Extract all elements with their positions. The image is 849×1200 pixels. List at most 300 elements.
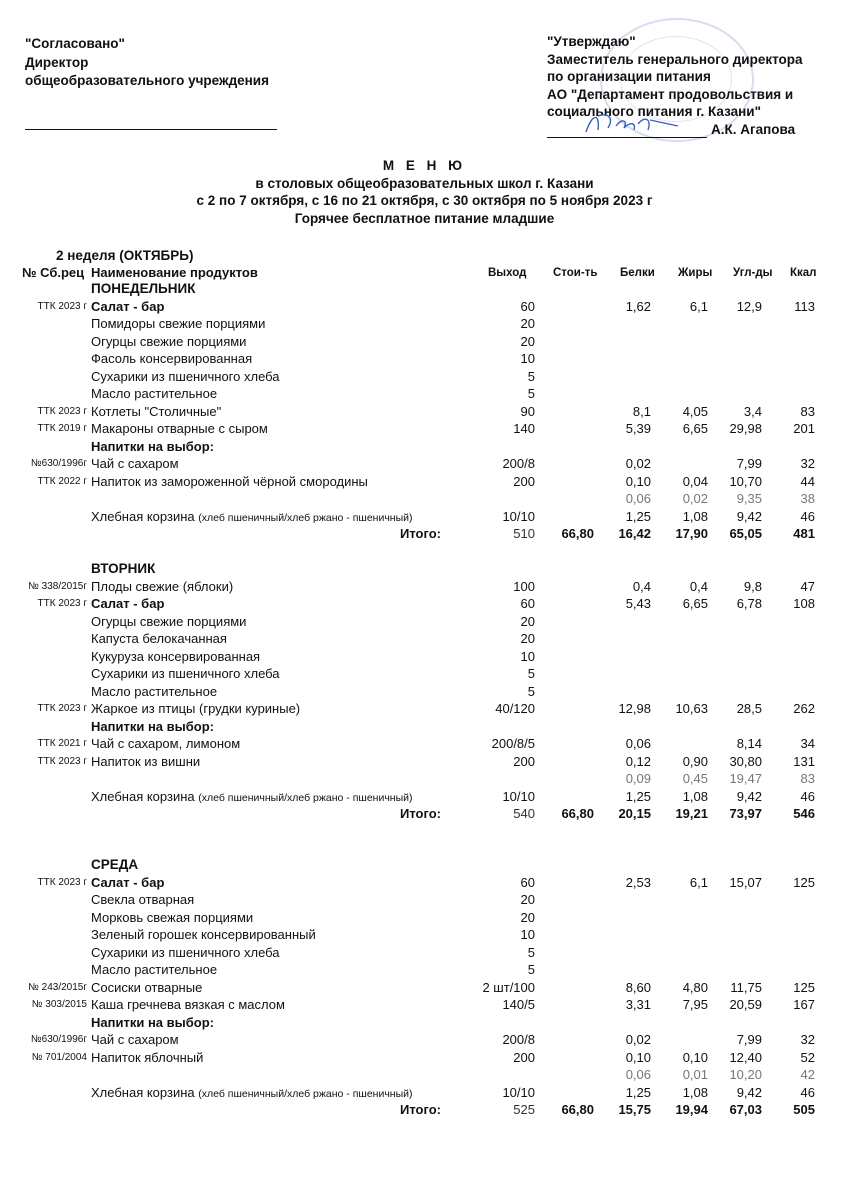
kcal-cell: 125 xyxy=(793,874,815,890)
product-name-text: Огурцы свежие порциями xyxy=(91,613,247,629)
kcal-cell: 32 xyxy=(800,456,815,471)
recipe-code: ТТК 2023 г xyxy=(37,405,87,417)
approval-block-left xyxy=(25,35,277,130)
kcal-cell: 201 xyxy=(793,421,815,436)
table-row xyxy=(0,386,849,404)
product-name-text: Напиток яблочный xyxy=(91,1049,204,1065)
approval-block-right xyxy=(547,33,803,138)
product-name xyxy=(91,910,253,925)
product-name-text: Сухарики из пшеничного хлеба xyxy=(91,666,280,681)
day-heading: СРЕДА xyxy=(91,857,139,872)
carbs-cell: 30,80 xyxy=(729,753,762,769)
fat-cell: 0,10 xyxy=(682,1049,708,1065)
fat-cell: 6,1 xyxy=(689,874,708,890)
table-row xyxy=(0,369,849,387)
product-name xyxy=(91,334,246,349)
total-carbs-cell: 67,03 xyxy=(729,1102,762,1117)
table-row xyxy=(0,509,849,527)
col-header-code: № Сб.рец xyxy=(22,265,85,280)
total-row xyxy=(0,806,849,824)
output-cell: 200/8 xyxy=(502,1032,535,1047)
kcal-cell: 83 xyxy=(800,771,815,786)
protein-cell: 2,53 xyxy=(625,874,651,890)
carbs-cell: 20,59 xyxy=(729,997,762,1012)
product-name-text: Каша гречнева вязкая с маслом xyxy=(91,997,285,1012)
output-cell: 5 xyxy=(527,944,535,960)
product-name xyxy=(91,369,280,384)
product-name-text: Фасоль консервированная xyxy=(91,351,253,366)
kcal-cell: 113 xyxy=(794,298,815,314)
carbs-cell: 9,42 xyxy=(736,508,762,524)
kcal-cell: 46 xyxy=(800,1084,815,1100)
fat-cell: 1,08 xyxy=(682,788,708,804)
protein-cell: 1,25 xyxy=(625,508,651,524)
kcal-cell: 46 xyxy=(800,508,815,524)
output-cell: 60 xyxy=(520,596,535,611)
table-row xyxy=(0,491,849,509)
output-cell: 60 xyxy=(520,298,535,314)
table-row xyxy=(0,927,849,945)
table-row xyxy=(0,754,849,772)
table-row xyxy=(0,299,849,317)
total-protein-cell: 15,75 xyxy=(618,1102,651,1117)
table-row xyxy=(0,316,849,334)
col-header-cost: Стои-ть xyxy=(553,267,598,279)
table-row xyxy=(0,474,849,492)
kcal-cell: 83 xyxy=(800,403,815,419)
subtitle-program: Горячее бесплатное питание младшие xyxy=(294,210,555,226)
kcal-cell: 42 xyxy=(800,1067,815,1082)
product-name xyxy=(91,666,280,681)
protein-cell: 0,09 xyxy=(625,771,651,786)
product-name-text: Макароны отварные с сыром xyxy=(91,421,268,436)
table-row xyxy=(0,1015,849,1033)
fat-cell: 7,95 xyxy=(682,997,708,1012)
total-protein-cell: 16,42 xyxy=(618,526,651,541)
recipe-code: №630/1996г xyxy=(30,1034,87,1045)
output-cell: 5 xyxy=(527,368,535,384)
output-cell: 5 xyxy=(527,666,535,681)
col-header-output: Выход xyxy=(488,267,527,279)
carbs-cell: 8,14 xyxy=(736,736,762,751)
product-name xyxy=(91,404,221,419)
table-row xyxy=(0,736,849,754)
protein-cell: 0,10 xyxy=(625,473,651,489)
output-cell: 2 шт/100 xyxy=(482,979,535,995)
product-name xyxy=(91,439,214,454)
output-cell: 100 xyxy=(513,578,535,594)
product-name-text: Морковь свежая порциями xyxy=(91,909,254,925)
kcal-cell: 32 xyxy=(800,1032,815,1047)
output-cell: 5 xyxy=(527,683,535,699)
product-name-text: Чай с сахаром xyxy=(91,456,179,471)
product-name xyxy=(91,980,202,995)
total-label: Итого: xyxy=(400,526,441,541)
product-name-text: Напитки на выбор: xyxy=(91,438,214,454)
product-name-text: Сухарики из пшеничного хлеба xyxy=(91,944,280,960)
protein-cell: 12,98 xyxy=(618,701,651,716)
product-name xyxy=(91,299,164,314)
fat-cell: 0,01 xyxy=(682,1067,708,1082)
product-name-text: Хлебная корзина xyxy=(91,788,195,804)
table-row xyxy=(0,910,849,928)
output-cell: 20 xyxy=(520,316,535,331)
table-row xyxy=(0,649,849,667)
product-name xyxy=(91,316,265,331)
total-row xyxy=(0,1102,849,1120)
table-row xyxy=(0,404,849,422)
table-row xyxy=(0,456,849,474)
protein-cell: 3,31 xyxy=(625,997,651,1012)
table-row xyxy=(0,684,849,702)
product-name xyxy=(91,649,260,664)
total-label: Итого: xyxy=(400,806,441,821)
table-row xyxy=(0,334,849,352)
table-row xyxy=(0,1050,849,1068)
table-row xyxy=(0,579,849,597)
product-name-text: Помидоры свежие порциями xyxy=(91,316,266,331)
product-note: (хлеб пшеничный/хлеб ржано - пшеничный) xyxy=(198,1087,413,1100)
col-header-protein: Белки xyxy=(620,267,655,279)
product-name xyxy=(91,962,217,977)
col-header-name: Наименование продуктов xyxy=(91,265,258,280)
recipe-code: ТТК 2022 г xyxy=(37,475,87,487)
carbs-cell: 7,99 xyxy=(736,1032,762,1047)
signature-line-right xyxy=(547,123,707,138)
table-row xyxy=(0,1085,849,1103)
protein-cell: 0,02 xyxy=(625,1032,651,1047)
day-heading-row xyxy=(0,857,849,875)
recipe-code: ТТК 2019 г xyxy=(37,423,87,434)
product-name xyxy=(91,1032,179,1047)
output-cell: 10 xyxy=(520,351,535,366)
table-row xyxy=(0,771,849,789)
kcal-cell: 131 xyxy=(793,753,815,769)
carbs-cell: 9,42 xyxy=(736,788,762,804)
protein-cell: 0,06 xyxy=(625,491,651,506)
product-name-text: Сухарики из пшеничного хлеба xyxy=(91,368,280,384)
carbs-cell: 9,35 xyxy=(736,491,762,506)
signature-row xyxy=(547,121,803,139)
fat-cell: 6,1 xyxy=(689,298,708,314)
day-heading-row xyxy=(0,281,849,299)
protein-cell: 1,25 xyxy=(625,788,651,804)
protein-cell: 5,39 xyxy=(625,421,651,436)
product-name-text: Капуста белокачанная xyxy=(91,631,227,646)
product-name xyxy=(91,579,233,594)
col-header-kcal: Ккал xyxy=(790,267,817,279)
product-name-text: Салат - бар xyxy=(91,874,165,890)
table-row xyxy=(0,1067,849,1085)
protein-cell: 1,25 xyxy=(625,1084,651,1100)
table-row xyxy=(0,892,849,910)
output-cell: 200/8/5 xyxy=(491,736,535,751)
kcal-cell: 38 xyxy=(800,491,815,506)
day-heading: ВТОРНИК xyxy=(91,561,156,576)
product-name-text: Чай с сахаром xyxy=(91,1032,179,1047)
product-name-text: Напиток из вишни xyxy=(91,753,201,769)
fat-cell: 0,02 xyxy=(682,491,708,506)
product-name xyxy=(91,927,316,942)
output-cell: 5 xyxy=(527,386,535,401)
recipe-code: №630/1996г xyxy=(30,458,87,469)
kcal-cell: 262 xyxy=(793,701,815,716)
protein-cell: 1,62 xyxy=(625,298,651,314)
output-cell: 10 xyxy=(520,648,535,664)
carbs-cell: 12,9 xyxy=(736,298,762,314)
product-name-text: Свекла отварная xyxy=(91,892,195,907)
total-carbs-cell: 65,05 xyxy=(729,526,762,541)
product-name xyxy=(91,736,240,751)
product-name-text: Хлебная корзина xyxy=(91,1084,195,1100)
product-note: (хлеб пшеничный/хлеб ржано - пшеничный) xyxy=(198,511,413,524)
fat-cell: 10,63 xyxy=(675,701,708,716)
product-name-text: Плоды свежие (яблоки) xyxy=(91,578,234,594)
table-row xyxy=(0,421,849,439)
table-row xyxy=(0,875,849,893)
table-row xyxy=(0,945,849,963)
product-name xyxy=(91,474,368,489)
kcal-cell: 125 xyxy=(793,979,815,995)
confirm-label: "Утверждаю" xyxy=(547,34,636,49)
product-name xyxy=(91,456,179,471)
product-name xyxy=(91,789,413,804)
signature-line-left xyxy=(25,129,277,130)
director-label: Директор xyxy=(25,54,89,70)
output-cell: 10 xyxy=(520,927,535,942)
deputy-director-label: Заместитель генерального директора xyxy=(547,51,803,67)
week-label: 2 неделя (ОКТЯБРЬ) xyxy=(56,248,194,263)
carbs-cell: 10,20 xyxy=(729,1067,762,1082)
approved-label: "Согласовано" xyxy=(25,36,125,51)
protein-cell: 0,4 xyxy=(632,578,651,594)
total-kcal-cell: 546 xyxy=(793,806,815,821)
protein-cell: 5,43 xyxy=(625,596,651,611)
day-heading-row xyxy=(0,561,849,579)
protein-cell: 8,1 xyxy=(632,403,651,419)
product-name xyxy=(91,1015,214,1030)
product-name-text: Салат - бар xyxy=(91,298,165,314)
product-name xyxy=(91,596,164,611)
carbs-cell: 28,5 xyxy=(736,701,762,716)
recipe-code: № 303/2015 xyxy=(31,999,87,1010)
recipe-code: ТТК 2023 г xyxy=(37,703,87,714)
kcal-cell: 47 xyxy=(800,578,815,594)
recipe-code: ТТК 2023 г xyxy=(37,876,87,888)
product-name-text: Напитки на выбор: xyxy=(91,1014,214,1030)
product-name xyxy=(91,754,200,769)
kcal-cell: 108 xyxy=(793,596,815,611)
fat-cell: 0,4 xyxy=(689,578,708,594)
output-cell: 20 xyxy=(520,892,535,907)
product-name-text: Зеленый горошек консервированный xyxy=(91,927,316,942)
product-name xyxy=(91,386,217,401)
col-header-carbs: Угл-ды xyxy=(733,267,773,279)
output-cell: 200 xyxy=(513,473,535,489)
product-name xyxy=(91,875,164,890)
table-row xyxy=(0,614,849,632)
output-cell: 140/5 xyxy=(502,997,535,1012)
table-row xyxy=(0,666,849,684)
output-cell: 20 xyxy=(520,909,535,925)
org-line-1: по организации питания xyxy=(547,69,711,84)
output-cell: 200 xyxy=(513,1049,535,1065)
product-name xyxy=(91,1085,413,1100)
fat-cell: 4,05 xyxy=(682,403,708,419)
table-row xyxy=(0,997,849,1015)
carbs-cell: 29,98 xyxy=(729,421,762,436)
product-name-text: Котлеты "Столичные" xyxy=(91,403,222,419)
output-cell: 20 xyxy=(520,631,535,646)
fat-cell: 6,65 xyxy=(682,596,708,611)
document-title xyxy=(0,157,849,227)
product-name-text: Масло растительное xyxy=(91,683,218,699)
carbs-cell: 9,8 xyxy=(743,578,762,594)
carbs-cell: 12,40 xyxy=(729,1049,762,1065)
output-cell: 20 xyxy=(520,613,535,629)
recipe-code: № 243/2015г xyxy=(28,981,87,993)
product-name xyxy=(91,421,268,436)
table-row xyxy=(0,351,849,369)
protein-cell: 0,10 xyxy=(625,1049,651,1065)
table-row xyxy=(0,789,849,807)
total-output-cell: 510 xyxy=(513,526,535,541)
org-line-3: социального питания г. Казани" xyxy=(547,104,761,119)
total-output-cell: 525 xyxy=(513,1102,535,1117)
kcal-cell: 34 xyxy=(800,736,815,751)
kcal-cell: 167 xyxy=(793,997,815,1012)
product-note: (хлеб пшеничный/хлеб ржано - пшеничный) xyxy=(198,791,413,804)
carbs-cell: 3,4 xyxy=(743,403,762,419)
total-kcal-cell: 481 xyxy=(793,526,815,541)
fat-cell: 4,80 xyxy=(682,979,708,995)
protein-cell: 8,60 xyxy=(625,979,651,995)
output-cell: 200 xyxy=(513,753,535,769)
protein-cell: 0,06 xyxy=(625,1067,651,1082)
product-name xyxy=(91,509,413,524)
carbs-cell: 19,47 xyxy=(729,771,762,786)
recipe-code: ТТК 2023 г xyxy=(37,598,87,609)
fat-cell: 0,90 xyxy=(682,753,708,769)
output-cell: 200/8 xyxy=(502,456,535,471)
table-row xyxy=(0,719,849,737)
total-protein-cell: 20,15 xyxy=(618,806,651,821)
kcal-cell: 52 xyxy=(800,1049,815,1065)
table-row xyxy=(0,701,849,719)
carbs-cell: 9,42 xyxy=(736,1084,762,1100)
product-name xyxy=(91,1050,203,1065)
total-fat-cell: 19,21 xyxy=(675,806,708,821)
table-row xyxy=(0,439,849,457)
product-name xyxy=(91,684,217,699)
day-heading: ПОНЕДЕЛЬНИК xyxy=(91,281,196,296)
kcal-cell: 46 xyxy=(800,788,815,804)
product-name xyxy=(91,892,194,907)
protein-cell: 0,06 xyxy=(625,736,651,751)
protein-cell: 0,12 xyxy=(625,753,651,769)
table-row xyxy=(0,631,849,649)
output-cell: 5 xyxy=(527,962,535,977)
col-header-fat: Жиры xyxy=(678,267,713,279)
output-cell: 40/120 xyxy=(495,701,535,716)
recipe-code: ТТК 2023 г xyxy=(37,300,87,312)
fat-cell: 1,08 xyxy=(682,1084,708,1100)
total-row xyxy=(0,526,849,544)
org-line-2: АО "Департамент продовольствия и xyxy=(547,86,794,102)
table-row xyxy=(0,596,849,614)
table-row xyxy=(0,962,849,980)
total-cost-cell: 66,80 xyxy=(561,806,594,821)
recipe-code: ТТК 2023 г xyxy=(37,755,87,767)
product-name-text: Хлебная корзина xyxy=(91,508,195,524)
signer-name: А.К. Агапова xyxy=(711,121,796,137)
output-cell: 10/10 xyxy=(502,788,535,804)
product-name-text: Масло растительное xyxy=(91,962,218,977)
product-name-text: Напиток из замороженной чёрной смородины xyxy=(91,473,368,489)
recipe-code: № 338/2015г xyxy=(28,580,87,592)
product-name xyxy=(91,701,300,716)
output-cell: 60 xyxy=(520,874,535,890)
recipe-code: № 701/2004 xyxy=(31,1051,87,1063)
protein-cell: 0,02 xyxy=(625,456,651,471)
institution-label: общеобразовательного учреждения xyxy=(25,73,269,88)
output-cell: 140 xyxy=(513,421,535,436)
output-cell: 90 xyxy=(520,403,535,419)
total-cost-cell: 66,80 xyxy=(561,526,594,541)
menu-heading: М Е Н Ю xyxy=(382,158,467,173)
product-name-text: Масло растительное xyxy=(91,386,218,401)
product-name-text: Напитки на выбор: xyxy=(91,718,214,734)
product-name-text: Сосиски отварные xyxy=(91,979,203,995)
product-name xyxy=(91,631,227,646)
output-cell: 10/10 xyxy=(502,508,535,524)
product-name xyxy=(91,945,280,960)
product-name xyxy=(91,997,285,1012)
output-cell: 20 xyxy=(520,333,535,349)
product-name-text: Кукуруза консервированная xyxy=(91,648,261,664)
carbs-cell: 15,07 xyxy=(729,874,762,890)
output-cell: 10/10 xyxy=(502,1084,535,1100)
carbs-cell: 10,70 xyxy=(729,473,762,489)
product-name xyxy=(91,351,252,366)
fat-cell: 6,65 xyxy=(682,421,708,436)
carbs-cell: 6,78 xyxy=(736,596,762,611)
product-name-text: Жаркое из птицы (грудки куриные) xyxy=(91,701,301,716)
total-fat-cell: 19,94 xyxy=(675,1102,708,1117)
product-name-text: Салат - бар xyxy=(91,596,165,611)
product-name-text: Чай с сахаром, лимоном xyxy=(91,736,241,751)
total-label: Итого: xyxy=(400,1102,441,1117)
product-name xyxy=(91,719,214,734)
product-name-text: Огурцы свежие порциями xyxy=(91,333,247,349)
subtitle-dates: с 2 по 7 октября, с 16 по 21 октября, с 30 октября по 5 ноября 2023 г xyxy=(196,193,653,208)
carbs-cell: 11,75 xyxy=(730,979,762,995)
kcal-cell: 44 xyxy=(800,473,815,489)
total-output-cell: 540 xyxy=(513,806,535,821)
total-carbs-cell: 73,97 xyxy=(729,806,762,821)
total-kcal-cell: 505 xyxy=(793,1102,815,1117)
carbs-cell: 7,99 xyxy=(736,456,762,471)
recipe-code: ТТК 2021 г xyxy=(37,738,87,749)
table-row xyxy=(0,980,849,998)
total-fat-cell: 17,90 xyxy=(675,526,708,541)
table-row xyxy=(0,1032,849,1050)
product-name xyxy=(91,614,246,629)
fat-cell: 1,08 xyxy=(682,508,708,524)
total-cost-cell: 66,80 xyxy=(561,1102,594,1117)
subtitle-schools: в столовых общеобразовательных школ г. Казани xyxy=(255,175,594,191)
fat-cell: 0,45 xyxy=(682,771,708,786)
